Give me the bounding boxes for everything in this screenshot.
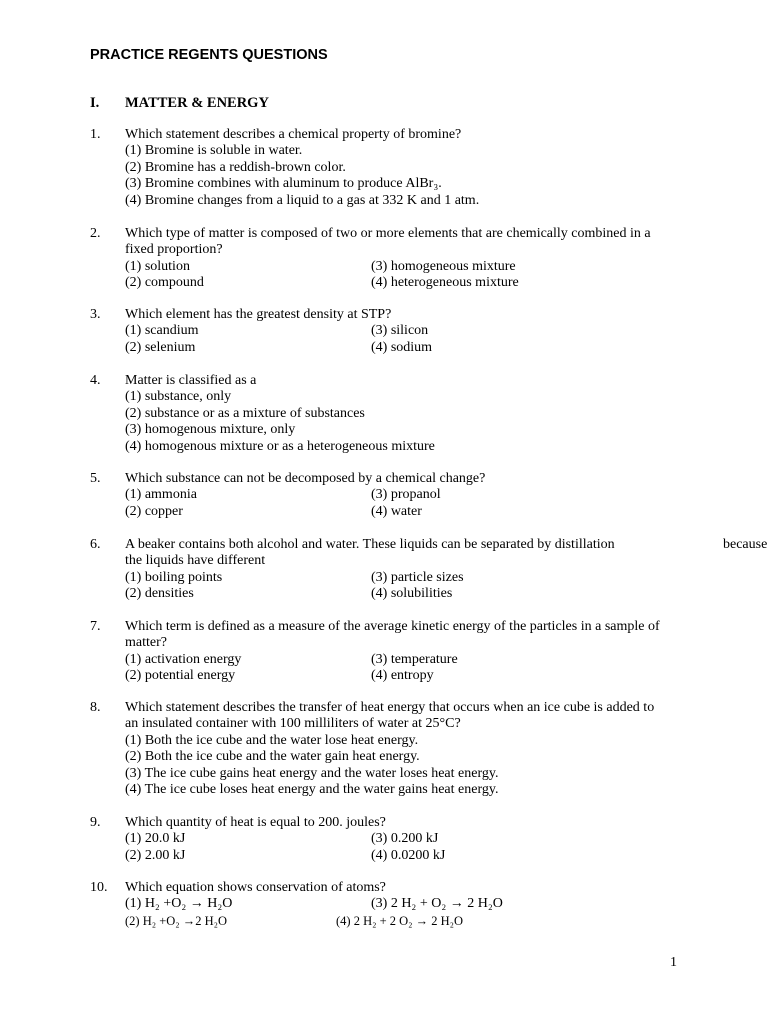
- answer-option: (2) densities: [125, 586, 194, 602]
- question-number: 2.: [90, 226, 101, 241]
- answer-option: (3) homogenous mixture, only: [125, 422, 296, 438]
- answer-option: (3) temperature: [371, 651, 458, 667]
- answer-option: (2) copper: [125, 503, 183, 519]
- question-7: [90, 619, 690, 685]
- answer-option: (2) selenium: [125, 339, 196, 355]
- question-stem: Matter is classified as a: [125, 373, 257, 388]
- answer-option: (1) solution: [125, 258, 190, 274]
- answer-option: (4) water: [371, 503, 422, 519]
- page-title: PRACTICE REGENTS QUESTIONS: [90, 47, 328, 63]
- question-stem: Which substance can not be decomposed by a chemical change?: [125, 471, 486, 486]
- answer-option: (3) 0.200 kJ: [371, 831, 439, 847]
- answer-option: (2) Both the ice cube and the water gain heat energy.: [125, 749, 420, 765]
- answer-option: (3) particle sizes: [371, 569, 464, 585]
- answer-option: (4) sodium: [371, 339, 433, 355]
- question-6: [90, 537, 768, 603]
- answer-option: (2) substance or as a mixture of substances: [125, 405, 365, 421]
- answer-option: (1) Both the ice cube and the water lose heat energy.: [125, 732, 419, 748]
- answer-option: (1) Bromine is soluble in water.: [125, 143, 303, 159]
- section-number: I.: [90, 95, 100, 111]
- answer-option: (2) potential energy: [125, 668, 236, 684]
- question-stem: the liquids have different: [125, 553, 266, 569]
- answer-option: (3) homogeneous mixture: [371, 258, 516, 274]
- question-number: 6.: [90, 537, 101, 552]
- answer-option: (2) compound: [125, 275, 204, 291]
- answer-option: (2) 2.00 kJ: [125, 847, 186, 863]
- question-5: [90, 471, 690, 520]
- answer-option: (4) solubilities: [371, 586, 453, 602]
- answer-option: (4) entropy: [371, 668, 434, 684]
- question-stem: Which quantity of heat is equal to 200. joules?: [125, 815, 386, 830]
- answer-option: (2) Bromine has a reddish-brown color.: [125, 159, 346, 175]
- question-3: [90, 307, 690, 356]
- question-stem: Which statement describes the transfer of heat energy that occurs when an ice cube is added to: [125, 700, 655, 715]
- question-stem: Which equation shows conservation of atoms?: [125, 880, 386, 895]
- answer-option: (4) 0.0200 kJ: [371, 847, 446, 863]
- answer-option: (3) 2 H₂ + O₂ → 2 H₂O: [371, 896, 503, 912]
- question-number: 1.: [90, 127, 101, 142]
- answer-option: (4) The ice cube loses heat energy and the water gains heat energy.: [125, 782, 499, 798]
- question-stem-tail: because: [723, 537, 768, 552]
- answer-option: (3) silicon: [371, 323, 429, 339]
- question-number: 9.: [90, 815, 101, 830]
- answer-option: (4) homogenous mixture or as a heterogeneous mixture: [125, 438, 435, 454]
- answer-option: (3) Bromine combines with aluminum to produce AlBr₃.: [125, 176, 442, 192]
- question-number: 8.: [90, 700, 101, 715]
- answer-option: (4) heterogeneous mixture: [371, 275, 519, 291]
- answer-option: (1) substance, only: [125, 389, 232, 405]
- question-stem: fixed proportion?: [125, 242, 223, 258]
- question-number: 4.: [90, 373, 101, 388]
- question-10: [90, 880, 690, 929]
- answer-option: (1) boiling points: [125, 569, 223, 585]
- question-number: 10.: [90, 880, 108, 895]
- section-title: MATTER & ENERGY: [125, 95, 269, 111]
- question-4: [90, 373, 690, 455]
- question-stem: matter?: [125, 635, 167, 651]
- question-stem: Which statement describes a chemical property of bromine?: [125, 127, 462, 142]
- question-number: 7.: [90, 619, 101, 634]
- question-stem: A beaker contains both alcohol and water. These liquids can be separated by distillation: [125, 537, 615, 552]
- answer-option: (4) 2 H₂ + 2 O₂ → 2 H₂O: [336, 913, 464, 928]
- answer-option: (2) H₂ +O₂ →2 H₂O: [125, 913, 228, 928]
- question-2: [90, 226, 690, 292]
- question-number: 3.: [90, 307, 101, 322]
- answer-option: (1) activation energy: [125, 651, 242, 667]
- question-stem: Which term is defined as a measure of the average kinetic energy of the particles in a sample of: [125, 619, 660, 634]
- question-number: 5.: [90, 471, 101, 486]
- question-stem: Which element has the greatest density at STP?: [125, 307, 392, 322]
- answer-option: (1) ammonia: [125, 487, 197, 503]
- answer-option: (4) Bromine changes from a liquid to a gas at 332 K and 1 atm.: [125, 192, 480, 208]
- question-stem: an insulated container with 100 milliliters of water at 25°C?: [125, 716, 461, 732]
- question-stem: Which type of matter is composed of two or more elements that are chemically combined in a: [125, 226, 651, 241]
- answer-option: (3) The ice cube gains heat energy and the water loses heat energy.: [125, 765, 499, 781]
- question-9: [90, 815, 690, 864]
- answer-option: (1) H₂ +O₂ → H₂O: [125, 896, 233, 912]
- question-1: [90, 127, 690, 209]
- page-number: 1: [670, 955, 677, 970]
- question-8: [90, 700, 690, 798]
- answer-option: (3) propanol: [371, 487, 441, 503]
- answer-option: (1) 20.0 kJ: [125, 831, 186, 847]
- answer-option: (1) scandium: [125, 323, 199, 339]
